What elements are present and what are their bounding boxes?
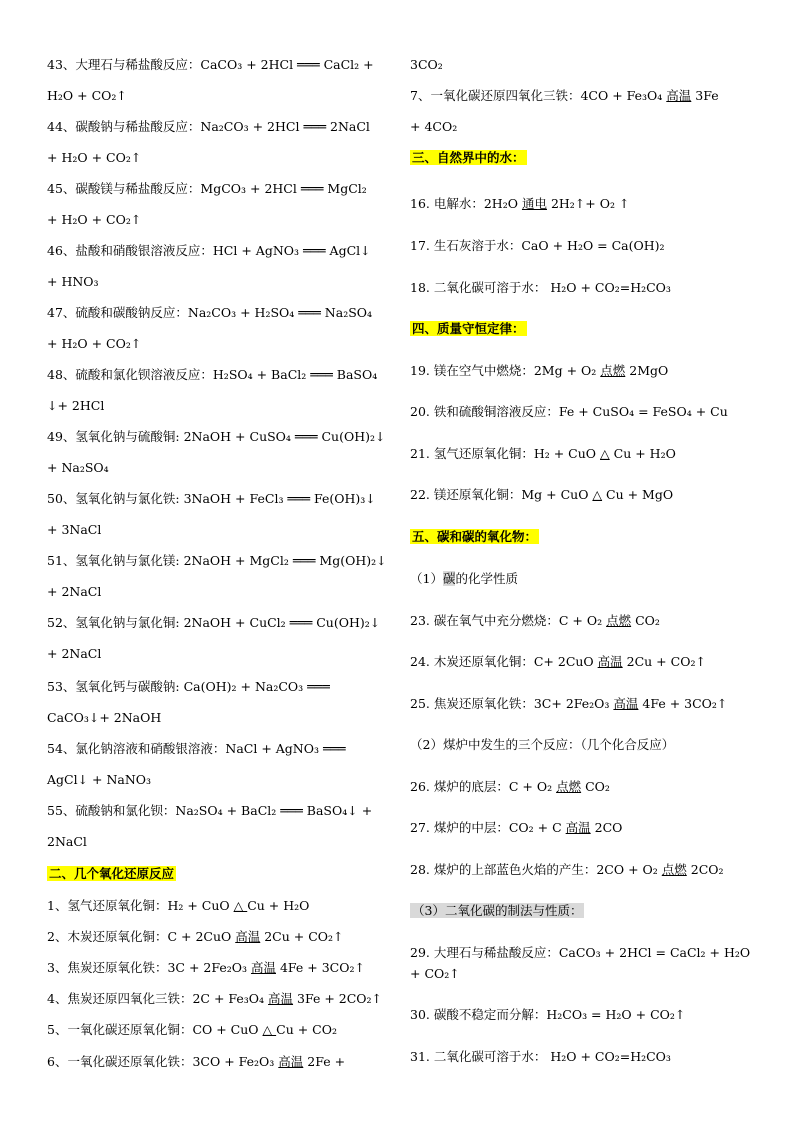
equation-text: 4Fe + 3CO₂↑ xyxy=(638,696,728,711)
section-heading-text: 三、自然界中的水： xyxy=(412,150,525,165)
equation-text: 25. 焦炭还原氧化铁：3C+ 2Fe₂O₃ xyxy=(410,696,614,711)
reaction-condition: 高温 xyxy=(666,88,692,103)
reaction-condition: 高温 xyxy=(278,1054,304,1069)
equation-line: + 2NaCl xyxy=(47,646,102,661)
equation-line xyxy=(410,654,706,670)
equation-line xyxy=(410,196,629,212)
reaction-condition: 高温 xyxy=(235,929,261,944)
equation-line: ↓+ 2HCl xyxy=(47,398,105,413)
reaction-condition: 点燃 xyxy=(556,779,582,794)
equation-text: 2MgO xyxy=(625,363,669,378)
equation-line: + 2NaCl xyxy=(47,584,102,599)
equation-text: 24. 木炭还原氧化铜：C+ 2CuO xyxy=(410,654,598,669)
equation-text: 22. 镁还原氧化铜：Mg + CuO xyxy=(410,487,593,502)
equation-line xyxy=(410,571,518,587)
equation-line: 49、氢氧化钠与硫酸铜: 2NaOH + CuSO₄ ═══ Cu(OH)₂↓ xyxy=(47,429,386,444)
equation-line: 47、硫酸和碳酸钠反应：Na₂CO₃ + H₂SO₄ ═══ Na₂SO₄ xyxy=(47,305,373,320)
equation-line: 45、碳酸镁与稀盐酸反应：MgCO₃ + 2HCl ═══ MgCl₂ xyxy=(47,181,367,196)
section-heading xyxy=(410,321,527,337)
reaction-condition: 点燃 xyxy=(661,862,687,877)
equation-line: 43、大理石与稀盐酸反应：CaCO₃ + 2HCl ═══ CaCl₂ + xyxy=(47,57,374,72)
equation-text: 2Cu + CO₂↑ xyxy=(622,654,706,669)
section-heading-text: 五、碳和碳的氧化物： xyxy=(412,529,538,544)
equation-text: 的化学性质 xyxy=(455,571,518,586)
reaction-condition: △ xyxy=(592,487,603,502)
equation-line: 29. 大理石与稀盐酸反应：CaCO₃ + 2HCl = CaCl₂ + H₂O xyxy=(410,945,751,960)
equation-text: Cu + H₂O xyxy=(609,446,676,461)
equation-text: 4Fe + 3CO₂↑ xyxy=(276,960,365,975)
equation-text: Cu + CO₂ xyxy=(276,1022,337,1037)
equation-text: 21. 氢气还原氧化铜：H₂ + CuO xyxy=(410,446,601,461)
equation-text: 7、一氧化碳还原四氧化三铁：4CO + Fe₃O₄ xyxy=(410,88,667,103)
equation-text: 3Fe + 2CO₂↑ xyxy=(293,991,383,1006)
equation-text: 2H₂↑+ O₂ ↑ xyxy=(546,196,630,211)
equation-text: 2CO₂ xyxy=(686,862,724,877)
equation-text: 2Cu + CO₂↑ xyxy=(260,929,344,944)
equation-line xyxy=(410,487,673,503)
equation-line: 17. 生石灰溶于水：CaO + H₂O = Ca(OH)₂ xyxy=(410,238,665,253)
section-heading-text: 二、几个氧化还原反应 xyxy=(49,866,175,881)
equation-line: + H₂O + CO₂↑ xyxy=(47,150,142,165)
equation-line xyxy=(410,779,610,795)
equation-text: Cu + MgO xyxy=(602,487,674,502)
reaction-condition: 高温 xyxy=(613,696,639,711)
equation-text: 4、焦炭还原四氧化三铁：2C + Fe₃O₄ xyxy=(47,991,269,1006)
equation-text: 23. 碳在氧气中充分燃烧：C + O₂ xyxy=(410,613,607,628)
equation-line xyxy=(47,991,382,1007)
section-heading xyxy=(47,866,176,882)
equation-text: 6、一氧化碳还原氧化铁：3CO + Fe₂O₃ xyxy=(47,1054,279,1069)
reaction-condition: 点燃 xyxy=(600,363,626,378)
equation-line: + HNO₃ xyxy=(47,274,99,289)
equation-line: AgCl↓ + NaNO₃ xyxy=(47,772,152,787)
reaction-condition: 高温 xyxy=(597,654,623,669)
equation-text: Cu + H₂O xyxy=(247,898,310,913)
equation-text: 5、一氧化碳还原氧化铜：CO + CuO xyxy=(47,1022,263,1037)
equation-line xyxy=(410,446,676,462)
equation-line: 31. 二氧化碳可溶于水： H₂O + CO₂=H₂CO₃ xyxy=(410,1049,671,1064)
equation-line: 20. 铁和硫酸铜溶液反应：Fe + CuSO₄ = FeSO₄ + Cu xyxy=(410,404,728,419)
equation-text: 19. 镁在空气中燃烧：2Mg + O₂ xyxy=(410,363,601,378)
equation-line: H₂O + CO₂↑ xyxy=(47,88,127,103)
equation-line: CaCO₃↓+ 2NaOH xyxy=(47,710,162,725)
reaction-condition: 通电 xyxy=(521,196,547,211)
equation-line: + Na₂SO₄ xyxy=(47,460,109,475)
equation-line: 44、碳酸钠与稀盐酸反应：Na₂CO₃ + 2HCl ═══ 2NaCl xyxy=(47,119,370,134)
equation-line: + H₂O + CO₂↑ xyxy=(47,212,142,227)
equation-line xyxy=(410,613,660,629)
reaction-condition: 高温 xyxy=(250,960,276,975)
equation-line xyxy=(410,88,719,104)
highlighted-text: 碳 xyxy=(442,571,456,586)
section-heading-text: （3）二氧化碳的制法与性质： xyxy=(412,903,583,918)
reaction-condition: 点燃 xyxy=(606,613,632,628)
equation-text: 28. 煤炉的上部蓝色火焰的产生：2CO + O₂ xyxy=(410,862,662,877)
equation-line: 30. 碳酸不稳定而分解：H₂CO₃ = H₂O + CO₂↑ xyxy=(410,1007,686,1022)
equation-line: 3CO₂ xyxy=(410,57,443,72)
equation-line: 46、盐酸和硝酸银溶液反应：HCl + AgNO₃ ═══ AgCl↓ xyxy=(47,243,371,258)
equation-line: 53、氢氧化钙与碳酸钠: Ca(OH)₂ + Na₂CO₃ ═══ xyxy=(47,679,330,694)
equation-line: 50、氢氧化钠与氯化铁: 3NaOH + FeCl₃ ═══ Fe(OH)₃↓ xyxy=(47,491,376,506)
section-heading xyxy=(410,529,539,545)
equation-line xyxy=(410,363,668,379)
section-heading xyxy=(410,150,527,166)
equation-text: 3、焦炭还原氧化铁：3C + 2Fe₂O₃ xyxy=(47,960,251,975)
equation-line xyxy=(47,1054,345,1070)
equation-text: 3Fe xyxy=(691,88,719,103)
equation-text: 26. 煤炉的底层：C + O₂ xyxy=(410,779,557,794)
equation-line xyxy=(47,1022,337,1038)
equation-line: 52、氢氧化钠与氯化铜: 2NaOH + CuCl₂ ═══ Cu(OH)₂↓ xyxy=(47,615,381,630)
equation-line: + H₂O + CO₂↑ xyxy=(47,336,142,351)
equation-line: + 4CO₂ xyxy=(410,119,458,134)
equation-line xyxy=(47,898,309,914)
equation-text: （1） xyxy=(410,571,443,586)
reaction-condition: 高温 xyxy=(565,820,591,835)
equation-line xyxy=(410,862,724,878)
equation-text: 2CO xyxy=(590,820,623,835)
reaction-condition: △ xyxy=(233,898,248,913)
equation-line: + 3NaCl xyxy=(47,522,102,537)
equation-text: CO₂ xyxy=(631,613,660,628)
section-heading-text: 四、质量守恒定律： xyxy=(412,321,525,336)
reaction-condition: △ xyxy=(262,1022,277,1037)
equation-line: 18. 二氧化碳可溶于水： H₂O + CO₂=H₂CO₃ xyxy=(410,280,671,295)
equation-text: 16. 电解水：2H₂O xyxy=(410,196,522,211)
equation-text: 27. 煤炉的中层：CO₂ + C xyxy=(410,820,566,835)
section-heading xyxy=(410,903,584,919)
equation-text: 2、木炭还原氧化铜：C + 2CuO xyxy=(47,929,236,944)
reaction-condition: 高温 xyxy=(268,991,294,1006)
equation-line: + CO₂↑ xyxy=(410,966,460,981)
equation-line: 51、氢氧化钠与氯化镁: 2NaOH + MgCl₂ ═══ Mg(OH)₂↓ xyxy=(47,553,387,568)
equation-line: 2NaCl xyxy=(47,834,87,849)
equation-text: CO₂ xyxy=(581,779,610,794)
equation-line: 54、氯化钠溶液和硝酸银溶液：NaCl + AgNO₃ ═══ xyxy=(47,741,346,756)
equation-line xyxy=(410,820,622,836)
equation-line: 48、硫酸和氯化钡溶液反应：H₂SO₄ + BaCl₂ ═══ BaSO₄ xyxy=(47,367,378,382)
equation-line: 55、硫酸钠和氯化钡：Na₂SO₄ + BaCl₂ ═══ BaSO₄↓ + xyxy=(47,803,373,818)
equation-text: 2Fe + xyxy=(303,1054,346,1069)
equation-line xyxy=(47,929,344,945)
equation-line xyxy=(47,960,365,976)
reaction-condition: △ xyxy=(600,446,610,461)
equation-line: （2）煤炉中发生的三个反应：（几个化合反应） xyxy=(410,737,675,752)
equation-line xyxy=(410,696,727,712)
equation-text: 1、氢气还原氧化铜：H₂ + CuO xyxy=(47,898,234,913)
